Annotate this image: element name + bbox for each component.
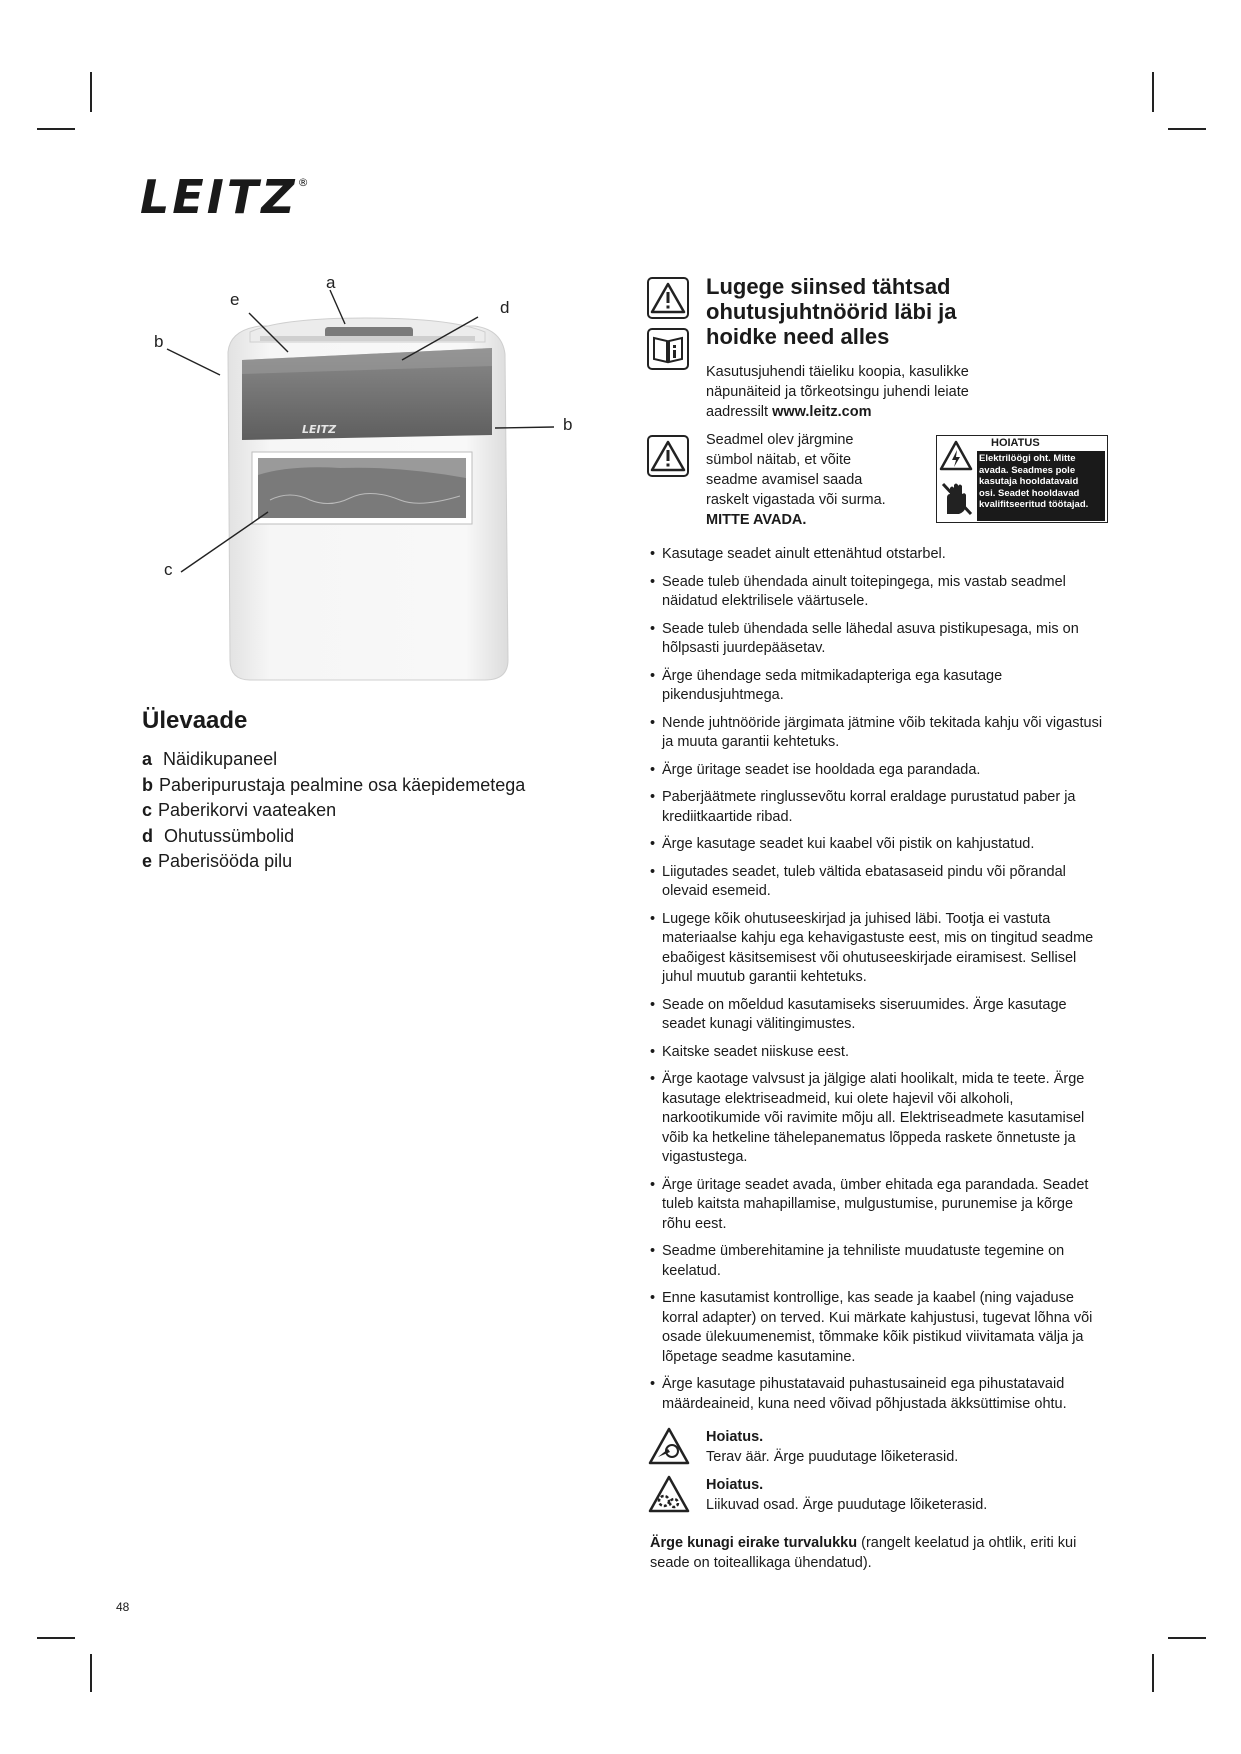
hoiatus-line: osi. Seadet hooldavad — [979, 487, 1080, 499]
list-item: • Kasutage seadet ainult ettenähtud otstarbel. — [650, 545, 1105, 565]
overview-title: Ülevaade — [142, 707, 248, 734]
list-item — [142, 824, 525, 850]
list-item: • Seade tuleb ühendada selle lähedal asuva pistikupesaga, mis on hõlpsasti juurdepääsetav. — [650, 620, 1105, 659]
list-item: • Ärge kasutage pihustatavaid puhastusaineid ega pihustatavaid määrdeaineid, kuna need võivad põhjustada äkksüttimise ohtu. — [650, 1375, 1105, 1414]
diagram-label-d: d — [500, 298, 510, 317]
list-item: • Ärge üritage seadet avada, ümber ehitada ega parandada. Seadet tuleb kaitsta mahapillamise, mulgustumise, purunemise ja kõrge rõhu eest. — [650, 1176, 1105, 1235]
hoiatus-line: kvalifitseeritud töötajad. — [979, 499, 1089, 510]
list-item: • Ärge kaotage valvsust ja jälgige alati hoolikalt, mida te teete. Ärge kasutage elektriseadmeid, kui olete hajevil või alkoholi, narkootikumide või ravimite mõju all. Elektriseadmete kasutamisel võib ka hetkeline tähelepanematus lõppeda raskete õnnetuste ja vigastustega. — [650, 1070, 1105, 1168]
item-text: Paberisööda pilu — [158, 851, 293, 871]
final-note-bold: Ärge kunagi eirake turvalukku — [650, 1535, 858, 1551]
sharp-edge-icon — [648, 1427, 690, 1465]
hoiatus-line: Elektrilöögi oht. Mitte — [979, 453, 1076, 464]
diagram-label-e: e — [230, 290, 240, 309]
final-note-rest: (rangelt keelatud ja ohtlik, eriti kui seade on toiteallikaga ühendatud). — [650, 1535, 1077, 1571]
symbol-line: seadme avamisel saada — [706, 472, 863, 488]
list-item — [142, 773, 525, 799]
item-text: Paberikorvi vaateaken — [158, 800, 337, 820]
symbol-explanation — [706, 430, 936, 530]
safety-rules-list — [650, 545, 1105, 1422]
warning-title: Hoiatus. — [706, 1429, 764, 1445]
list-item: • Paberjäätmete ringlussevõtu korral eraldage purustatud paber ja krediitkaartide ribad. — [650, 788, 1105, 827]
item-letter: b — [142, 774, 153, 795]
list-item: • Kaitske seadet niiskuse eest. — [650, 1043, 1105, 1063]
manual-book-icon — [647, 328, 689, 370]
crop-mark — [1168, 128, 1206, 130]
crop-mark — [37, 1637, 75, 1639]
warning-title: Hoiatus. — [706, 1477, 764, 1493]
list-item: • Ärge üritage seadet ise hooldada ega parandada. — [650, 761, 1105, 781]
shredder-illustration — [140, 270, 590, 710]
moving-parts-icon — [648, 1475, 690, 1513]
symbol-line: raskelt vigastada või surma. — [706, 492, 886, 508]
page-number: 48 — [116, 1600, 130, 1614]
item-text: Paberipurustaja pealmine osa käepidemetega — [159, 774, 526, 795]
list-item: • Nende juhtnööride järgimata jätmine võib tekitada kahju või vigastusi ja muuta garantii kehtetuks. — [650, 714, 1105, 753]
do-not-open-icon — [939, 480, 975, 518]
list-item: • Ärge kasutage seadet kui kaabel või pistik on kahjustatud. — [650, 835, 1105, 855]
crop-mark — [37, 128, 75, 130]
list-item: • Liigutades seadet, tuleb vältida ebatasaseid pindu või põrandal olevaid esemeid. — [650, 863, 1105, 902]
intro-prefix: aadressilt — [706, 404, 773, 420]
item-letter: a — [142, 749, 153, 769]
leitz-logo — [140, 170, 312, 224]
list-item: • Seade on mõeldud kasutamiseks siseruumides. Ärge kasutage seadet kunagi välitingimustes. — [650, 996, 1105, 1035]
hoiatus-header: HOIATUS — [977, 436, 1107, 451]
crop-mark — [90, 1654, 92, 1692]
diagram-label-a: a — [326, 273, 336, 292]
registered-mark: ® — [297, 176, 312, 189]
hoiatus-line: avada. Seadmes pole — [979, 464, 1076, 476]
warning-moving-parts — [706, 1476, 987, 1515]
hoiatus-label — [936, 435, 1108, 523]
hoiatus-line: kasutaja hooldatavaid — [979, 476, 1079, 487]
list-item: • Seadme ümberehitamine ja tehniliste muudatuste tegemine on keelatud. — [650, 1242, 1105, 1281]
diagram-label-b-left: b — [154, 332, 164, 351]
list-item: • Seade tuleb ühendada ainult toitepingega, mis vastab seadmel näidatud elektrilisele väärtusele. — [650, 573, 1105, 612]
list-item: • Ärge ühendage seda mitmikadapteriga ega kasutage pikendusjuhtmega. — [650, 667, 1105, 706]
warning-triangle-icon — [647, 277, 689, 319]
crop-mark — [1152, 72, 1154, 112]
intro-line: näpunäiteid ja tõrkeotsingu juhendi leiate — [706, 384, 969, 400]
logo-text: LEITZ — [140, 170, 298, 224]
list-item — [142, 747, 525, 773]
electric-shock-icon — [939, 439, 973, 473]
warning-text: Terav äär. Ärge puudutage lõiketerasid. — [706, 1448, 959, 1465]
symbol-line: sümbol näitab, et võite — [706, 452, 852, 468]
list-item — [142, 798, 525, 824]
crop-mark — [90, 72, 92, 112]
intro-line: Kasutusjuhendi täieliku koopia, kasulikke — [706, 364, 969, 380]
item-text: Ohutussümbolid — [164, 825, 295, 846]
crop-mark — [1168, 1637, 1206, 1639]
list-item: • Lugege kõik ohutuseeskirjad ja juhised läbi. Tootja ei vastuta materiaalse kahju ega kehavigastuste eest, mis on tingitud seadme ebaõigest käsitsemisest või ohutuseeskirjade eiramisest. Sellisel juhul muutub garantii kehtetuks. — [650, 910, 1105, 988]
warning-text: Liikuvad osad. Ärge puudutage lõiketerasid. — [706, 1496, 988, 1513]
list-item: • Enne kasutamist kontrollige, kas seade ja kaabel (ning vajaduse korral adapter) on terved. Kui märkate kahjustusi, tugevat lõhna või osade ülekuumenemist, tõmmake kõik pistikud viivitamata välja ja lõpetage seadme kasutamine. — [650, 1289, 1105, 1367]
diagram-label-c: c — [164, 560, 173, 579]
item-text: Näidikupaneel — [163, 749, 278, 769]
final-note — [650, 1533, 1110, 1573]
overview-list — [142, 747, 525, 875]
symbol-bold: MITTE AVADA. — [706, 512, 807, 528]
safety-title-line: Lugege siinsed tähtsad — [706, 274, 951, 299]
list-item — [142, 849, 525, 875]
warning-triangle-icon — [647, 435, 689, 477]
hoiatus-body — [977, 451, 1105, 521]
item-letter: c — [142, 800, 153, 820]
warning-sharp-edge — [706, 1428, 958, 1467]
safety-title-line: ohutusjuhtnöörid läbi ja — [706, 299, 957, 324]
safety-intro — [706, 362, 1026, 422]
item-letter: e — [142, 851, 153, 871]
crop-mark — [1152, 1654, 1154, 1692]
item-letter: d — [142, 825, 153, 846]
safety-title — [706, 274, 1006, 349]
symbol-line: Seadmel olev järgmine — [706, 432, 854, 448]
diagram-label-b-right: b — [563, 415, 573, 434]
device-logo: LEITZ — [302, 423, 337, 436]
website-link[interactable]: www.leitz.com — [772, 404, 872, 420]
safety-title-line: hoidke need alles — [706, 324, 890, 349]
